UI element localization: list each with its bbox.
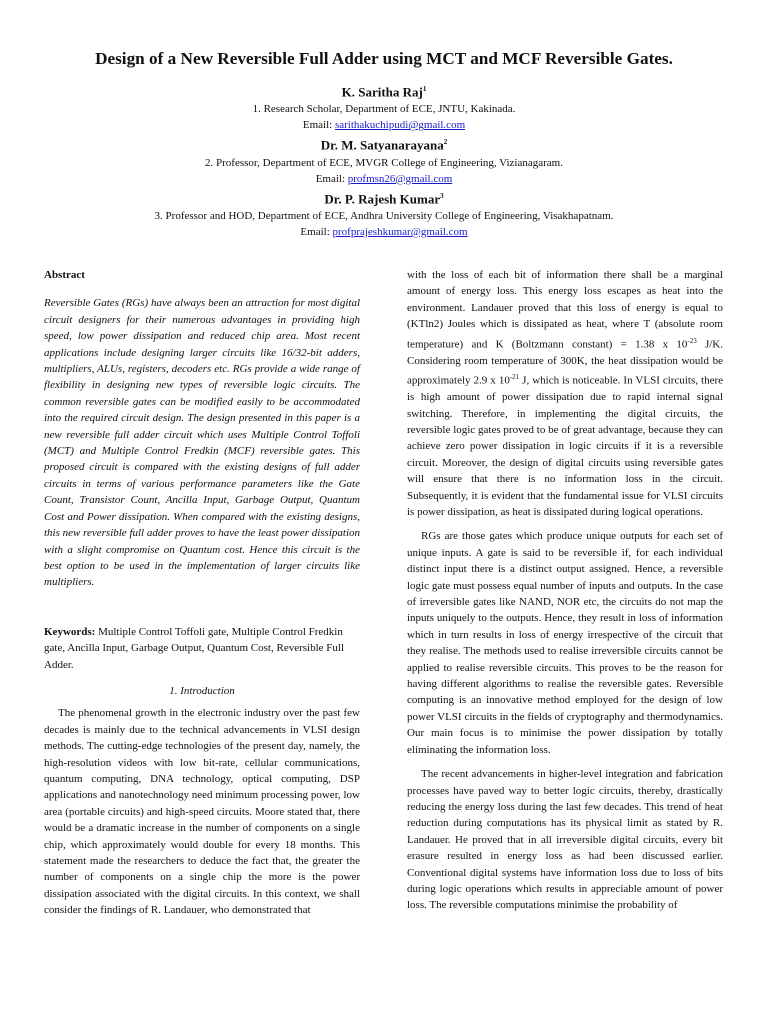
- author-name: Dr. M. Satyanarayana$^2$: [320, 137, 448, 153]
- author-email: Email: sarithakuchipudi@gmail.com: [302, 119, 466, 132]
- author-affiliation: 2. Professor, Department of ECE, MVGR College of Engineering, Vizianagaram.: [205, 156, 563, 169]
- email-link[interactable]: profprajeshkumar@gmail.com: [332, 225, 468, 238]
- author-email: Email: profmsn26@gmail.com: [315, 172, 453, 185]
- email-link[interactable]: sarithakuchipudi@gmail.com: [334, 119, 466, 132]
- author-name: K. Saritha Raj$^1$: [341, 84, 427, 100]
- abstract-text: Reversible Gates (RGs) have always been an attraction for most digital circuit designers for their numerous advantages in providing high speed, low power dissipation and reduced chip area. Most recent applications include designing larger circuits like 16/32-bit adders, multipliers, ALUs, registers, decoders etc. RGs provide a wide range of flexibility in designing new types of reversible logic circuits. The common reversible gates can be modified easily to be accommodated into the required circuit design. The design presented in this paper is a new reversible full adder circuit which uses Multiple Control Toffoli (MCT) and Multiple Control Fredkin (MCF) reversible gates. This proposed circuit is compared with the existing designs of full adder circuits in terms of various performance parameters like the Gate Count, Transistor Count, Ancilla Input, Garbage Output, Quantum Cost and Power dissipation. When compared with the existing designs, this new reversible full adder proves to have the least power dissipation with a slight compromise on Quantum cost. Hence this circuit is the best option to be used in the implementation of larger circuits like multipliers.: [44, 297, 361, 589]
- author-affiliation: 1. Research Scholar, Department of ECE, JNTU, Kakinada.: [252, 103, 516, 116]
- paper-title: Design of a New Reversible Full Adder using MCT and MCF Reversible Gates.: [95, 49, 673, 68]
- author-affiliation: 3. Professor and HOD, Department of ECE, Andhra University College of Engineering, Visakhapatnam.: [154, 209, 614, 222]
- body-paragraph: with the loss of each bit of information there shall be a marginal amount of energy loss. This energy loss escapes as heat into the environment. Landauer proved that this loss of energy is equal to (KTln2) Joules which is dissipated as heat, where T (absolute room temperature) and K (Boltzmann constant) = 1.38 x $10^{-23}$ J/K. Considering room temperature of 300K, the heat dissipation would be approximately 2.9 x $10^{-21}$ J, which is noticeable. In VLSI circuits, there is high amount of power dissipation due to rapid internal signal switching. Therefore, in implementing the digital circuits, the reversible logic gates proved to be of great advantage, because they can achieve zero power dissipation in logic circuits if it is a reversible circuit. Moreover, the design of digital circuits using reversible gates will ensure that there is no information loss in the circuit. Subsequently, it is evident that the fundamental issue for VLSI circuits is power dissipation, as heat is dissipated during logical operations.: [407, 269, 723, 518]
- abstract-heading: Abstract: [44, 269, 85, 281]
- keywords: Keywords: Multiple Control Toffoli gate, Multiple Control Fredkin gate, Ancilla Input, Garbage Output, Quantum Cost, Reversible Full Adder.: [44, 625, 345, 671]
- section-heading: 1. Introduction: [169, 684, 235, 697]
- left-column: [44, 267, 360, 919]
- body-paragraph: The recent advancements in higher-level integration and fabrication processes have paved way to better logic circuits, thereby, drastically reducing the energy loss during the last few decades. This trend of heat reduction during computations has its physical limit as stated by R. Landauer. He proved that in all irreversible digital circuits, every bit erasure resulted in energy loss as had been discussed earlier. Conventional digital systems have information loss due to loss of bits during logic operations which results in appreciable amount of power loss. The reversible computations minimise the probability of: [407, 768, 723, 912]
- author-block: [0, 80, 768, 240]
- email-link[interactable]: profmsn26@gmail.com: [347, 172, 453, 185]
- right-column: [407, 267, 723, 914]
- body-paragraph: The phenomenal growth in the electronic industry over the past few decades is mainly due to the technical advancements in VLSI design methods. The cutting-edge technologies of the present day, namely, the high-resolution videos with low bit-rate, cellular communications, quantum computing, DNA technology, optical computing, DSP applications and nanotechnology need minimum processing power, low area (portable circuits) and high-speed circuits. Moore stated that, there would be a dramatic increase in the number of components on a single chip, which approximately would double for every 18 months. This statement made the researchers to deduce the fact that, the greater the number of components on a single chip the more is the power dissipation associated with the digital circuits. In this context, we shall consider the findings of R. Landauer, who demonstrated that: [44, 707, 360, 917]
- body-paragraph: RGs are those gates which produce unique outputs for each set of unique inputs. A gate is said to be reversible if, for each individual distinct input there is a distinct output assigned. Hence, a reversible logic gate must possess equal number of inputs and outputs. In the case of irreversible gates like NAND, NOR etc, the circuits do not map the inputs uniquely to the outputs. Hence, they result in loss of information which in turn results in loss of energy irrespective of the circuit that they realise. The methods used to realise irreversible circuits cannot be applied to realise reversible circuits. This proves to be the reason for having different algorithms to realise the reversible gates. Reversible computing is an innovative method employed for the design of low power VLSI circuits in the fields of cryptography and thermodynamics. Our main focus is to minimise the power dissipation by totally eliminating the information loss.: [407, 530, 723, 756]
- author-email: Email: profprajeshkumar@gmail.com: [300, 225, 468, 238]
- author-name: Dr. P. Rajesh Kumar$^3$: [324, 190, 444, 206]
